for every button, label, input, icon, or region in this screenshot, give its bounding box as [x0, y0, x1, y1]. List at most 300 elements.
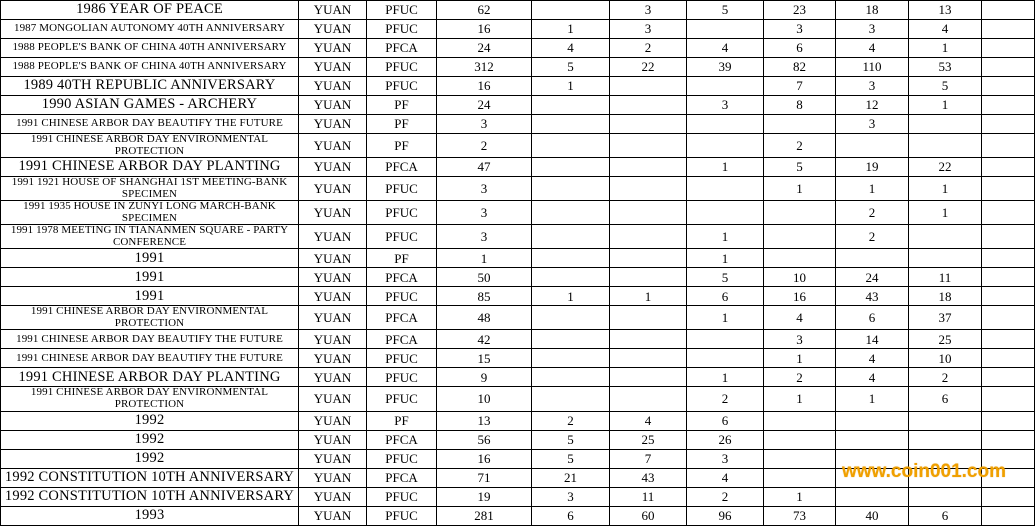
cell-type: PF: [367, 96, 437, 115]
cell-count-7: [909, 430, 982, 449]
cell-count-7: [909, 249, 982, 268]
cell-type: PFCA: [367, 306, 437, 330]
cell-type: PFUC: [367, 449, 437, 468]
cell-count-5: 6: [764, 39, 836, 58]
cell-count-8: [982, 349, 1035, 368]
cell-denomination: YUAN: [299, 115, 367, 134]
cell-count-7: 4: [909, 20, 982, 39]
cell-count-1: 3: [437, 201, 532, 225]
cell-type: PFCA: [367, 330, 437, 349]
cell-count-4: 5: [687, 1, 764, 20]
cell-count-1: 85: [437, 287, 532, 306]
cell-count-1: 3: [437, 177, 532, 201]
table-row: [1, 1, 1035, 20]
table-row: [1, 39, 1035, 58]
cell-count-8: [982, 96, 1035, 115]
table-body: [1, 1, 1035, 526]
cell-count-7: [909, 468, 982, 487]
cell-count-5: [764, 201, 836, 225]
cell-count-4: 4: [687, 39, 764, 58]
cell-count-3: [610, 387, 687, 411]
cell-count-2: [532, 177, 610, 201]
cell-count-2: [532, 134, 610, 158]
table-row: [1, 58, 1035, 77]
cell-description: 1986 YEAR OF PEACE: [1, 1, 299, 20]
cell-count-7: 11: [909, 268, 982, 287]
cell-count-7: 1: [909, 39, 982, 58]
cell-count-8: [982, 368, 1035, 387]
cell-type: PFUC: [367, 77, 437, 96]
cell-count-5: [764, 411, 836, 430]
cell-denomination: YUAN: [299, 225, 367, 249]
cell-count-1: 3: [437, 115, 532, 134]
cell-count-6: [836, 449, 909, 468]
cell-count-4: 1: [687, 368, 764, 387]
cell-denomination: YUAN: [299, 387, 367, 411]
cell-count-3: [610, 201, 687, 225]
cell-denomination: YUAN: [299, 177, 367, 201]
cell-count-4: 3: [687, 96, 764, 115]
cell-count-2: 1: [532, 20, 610, 39]
cell-count-6: 24: [836, 268, 909, 287]
cell-type: PF: [367, 411, 437, 430]
cell-type: PFUC: [367, 177, 437, 201]
cell-count-2: 5: [532, 430, 610, 449]
cell-count-5: [764, 468, 836, 487]
cell-count-8: [982, 39, 1035, 58]
cell-count-5: 2: [764, 368, 836, 387]
cell-denomination: YUAN: [299, 158, 367, 177]
cell-description: 1992: [1, 449, 299, 468]
cell-description: 1991 CHINESE ARBOR DAY BEAUTIFY THE FUTURE: [1, 330, 299, 349]
cell-count-7: [909, 115, 982, 134]
cell-denomination: YUAN: [299, 487, 367, 506]
cell-type: PFUC: [367, 506, 437, 525]
cell-count-8: [982, 115, 1035, 134]
cell-count-3: 22: [610, 58, 687, 77]
cell-count-3: 60: [610, 506, 687, 525]
cell-count-2: [532, 268, 610, 287]
cell-denomination: YUAN: [299, 201, 367, 225]
cell-count-3: 3: [610, 1, 687, 20]
cell-denomination: YUAN: [299, 249, 367, 268]
cell-count-8: [982, 387, 1035, 411]
cell-description: 1992: [1, 411, 299, 430]
cell-type: PFCA: [367, 430, 437, 449]
cell-description: 1991 1978 MEETING IN TIANANMEN SQUARE - PARTY CONFERENCE: [1, 225, 299, 249]
table-row: [1, 249, 1035, 268]
cell-count-4: 1: [687, 158, 764, 177]
cell-count-6: 4: [836, 39, 909, 58]
cell-description: 1991 CHINESE ARBOR DAY ENVIRONMENTAL PROTECTION: [1, 387, 299, 411]
cell-count-5: 2: [764, 134, 836, 158]
cell-count-7: 18: [909, 287, 982, 306]
cell-count-3: 3: [610, 20, 687, 39]
cell-count-2: [532, 1, 610, 20]
cell-type: PFUC: [367, 1, 437, 20]
cell-count-6: 4: [836, 368, 909, 387]
cell-count-7: 22: [909, 158, 982, 177]
cell-type: PFUC: [367, 368, 437, 387]
cell-count-1: 9: [437, 368, 532, 387]
cell-count-6: 4: [836, 349, 909, 368]
cell-count-4: [687, 201, 764, 225]
cell-type: PFUC: [367, 225, 437, 249]
table-row: [1, 134, 1035, 158]
cell-count-4: 4: [687, 468, 764, 487]
table-row: [1, 368, 1035, 387]
cell-count-4: [687, 77, 764, 96]
table-row: [1, 177, 1035, 201]
cell-count-4: 1: [687, 306, 764, 330]
cell-count-1: 19: [437, 487, 532, 506]
cell-count-3: [610, 306, 687, 330]
cell-count-3: [610, 225, 687, 249]
cell-count-3: [610, 96, 687, 115]
cell-count-2: [532, 115, 610, 134]
cell-count-2: [532, 306, 610, 330]
cell-description: 1991 CHINESE ARBOR DAY PLANTING: [1, 368, 299, 387]
table-row: [1, 330, 1035, 349]
cell-type: PFUC: [367, 487, 437, 506]
cell-count-1: 10: [437, 387, 532, 411]
cell-type: PFCA: [367, 468, 437, 487]
cell-description: 1992 CONSTITUTION 10TH ANNIVERSARY: [1, 487, 299, 506]
cell-count-4: 1: [687, 225, 764, 249]
cell-count-2: 2: [532, 411, 610, 430]
watermark-text: www.coin001.com: [841, 461, 1006, 482]
cell-count-6: 6: [836, 306, 909, 330]
cell-count-1: 71: [437, 468, 532, 487]
cell-count-1: 281: [437, 506, 532, 525]
cell-count-5: [764, 449, 836, 468]
cell-count-8: [982, 430, 1035, 449]
table-row: [1, 287, 1035, 306]
cell-type: PFUC: [367, 287, 437, 306]
table-row: [1, 430, 1035, 449]
cell-count-6: 110: [836, 58, 909, 77]
cell-count-6: 1: [836, 177, 909, 201]
cell-count-7: 25: [909, 330, 982, 349]
cell-description: 1991 CHINESE ARBOR DAY ENVIRONMENTAL PROTECTION: [1, 306, 299, 330]
cell-count-8: [982, 249, 1035, 268]
cell-count-3: [610, 177, 687, 201]
table-row: [1, 268, 1035, 287]
cell-description: 1987 MONGOLIAN AUTONOMY 40TH ANNIVERSARY: [1, 20, 299, 39]
cell-count-1: 16: [437, 449, 532, 468]
table-row: [1, 225, 1035, 249]
cell-denomination: YUAN: [299, 39, 367, 58]
cell-count-8: [982, 449, 1035, 468]
cell-count-1: 56: [437, 430, 532, 449]
cell-denomination: YUAN: [299, 134, 367, 158]
cell-count-1: 16: [437, 20, 532, 39]
cell-count-2: [532, 96, 610, 115]
cell-count-5: [764, 430, 836, 449]
cell-count-8: [982, 1, 1035, 20]
cell-description: 1991 CHINESE ARBOR DAY BEAUTIFY THE FUTURE: [1, 349, 299, 368]
cell-count-3: 25: [610, 430, 687, 449]
cell-count-1: 2: [437, 134, 532, 158]
cell-count-4: [687, 134, 764, 158]
table-row: [1, 487, 1035, 506]
cell-count-1: 15: [437, 349, 532, 368]
cell-description: 1988 PEOPLE'S BANK OF CHINA 40TH ANNIVERSARY: [1, 39, 299, 58]
cell-count-8: [982, 77, 1035, 96]
cell-count-5: 73: [764, 506, 836, 525]
cell-count-8: [982, 58, 1035, 77]
cell-count-4: 39: [687, 58, 764, 77]
cell-count-4: 6: [687, 287, 764, 306]
cell-count-7: 6: [909, 506, 982, 525]
cell-count-1: 24: [437, 96, 532, 115]
cell-count-4: [687, 20, 764, 39]
cell-count-2: 5: [532, 449, 610, 468]
cell-count-7: 1: [909, 96, 982, 115]
cell-count-2: [532, 225, 610, 249]
cell-count-2: [532, 349, 610, 368]
cell-count-4: [687, 330, 764, 349]
cell-count-5: 82: [764, 58, 836, 77]
table-row: [1, 77, 1035, 96]
cell-count-6: [836, 249, 909, 268]
cell-type: PF: [367, 249, 437, 268]
cell-count-6: 3: [836, 77, 909, 96]
cell-count-5: 1: [764, 487, 836, 506]
cell-count-4: [687, 349, 764, 368]
cell-count-3: [610, 368, 687, 387]
cell-type: PFCA: [367, 39, 437, 58]
cell-denomination: YUAN: [299, 411, 367, 430]
cell-count-3: [610, 330, 687, 349]
cell-description: 1991 CHINESE ARBOR DAY PLANTING: [1, 158, 299, 177]
cell-count-6: 40: [836, 506, 909, 525]
cell-count-3: 2: [610, 39, 687, 58]
cell-count-6: 19: [836, 158, 909, 177]
table-row: [1, 96, 1035, 115]
cell-count-5: [764, 115, 836, 134]
cell-type: PF: [367, 115, 437, 134]
cell-denomination: YUAN: [299, 330, 367, 349]
cell-count-8: [982, 225, 1035, 249]
cell-count-5: 16: [764, 287, 836, 306]
cell-count-7: 13: [909, 1, 982, 20]
table-row: [1, 468, 1035, 487]
cell-denomination: YUAN: [299, 506, 367, 525]
cell-count-4: 6: [687, 411, 764, 430]
cell-count-7: 1: [909, 201, 982, 225]
cell-description: 1992 CONSTITUTION 10TH ANNIVERSARY: [1, 468, 299, 487]
cell-denomination: YUAN: [299, 449, 367, 468]
cell-count-1: 42: [437, 330, 532, 349]
cell-type: PFUC: [367, 349, 437, 368]
cell-count-6: 18: [836, 1, 909, 20]
cell-count-3: [610, 115, 687, 134]
cell-count-3: [610, 349, 687, 368]
cell-count-6: 3: [836, 115, 909, 134]
cell-count-8: [982, 487, 1035, 506]
cell-count-5: 5: [764, 158, 836, 177]
cell-count-2: [532, 158, 610, 177]
cell-description: 1992: [1, 430, 299, 449]
cell-denomination: YUAN: [299, 368, 367, 387]
table-row: [1, 411, 1035, 430]
cell-count-7: 53: [909, 58, 982, 77]
cell-count-3: 11: [610, 487, 687, 506]
cell-count-7: 5: [909, 77, 982, 96]
cell-description: 1991 1935 HOUSE IN ZUNYI LONG MARCH-BANK SPECIMEN: [1, 201, 299, 225]
cell-count-8: [982, 158, 1035, 177]
table-row: [1, 115, 1035, 134]
cell-count-4: 3: [687, 449, 764, 468]
cell-count-1: 16: [437, 77, 532, 96]
cell-count-1: 24: [437, 39, 532, 58]
cell-count-8: [982, 468, 1035, 487]
cell-count-1: 13: [437, 411, 532, 430]
cell-count-3: [610, 77, 687, 96]
cell-description: 1991 CHINESE ARBOR DAY ENVIRONMENTAL PROTECTION: [1, 134, 299, 158]
cell-count-5: 1: [764, 349, 836, 368]
cell-count-8: [982, 134, 1035, 158]
cell-count-1: 312: [437, 58, 532, 77]
cell-description: 1991: [1, 287, 299, 306]
cell-count-5: 8: [764, 96, 836, 115]
cell-denomination: YUAN: [299, 306, 367, 330]
table-row: [1, 306, 1035, 330]
cell-denomination: YUAN: [299, 349, 367, 368]
cell-count-4: 96: [687, 506, 764, 525]
cell-count-4: [687, 115, 764, 134]
cell-count-5: 3: [764, 20, 836, 39]
cell-count-7: [909, 449, 982, 468]
cell-denomination: YUAN: [299, 430, 367, 449]
cell-count-7: [909, 134, 982, 158]
cell-count-2: [532, 249, 610, 268]
cell-count-7: [909, 487, 982, 506]
cell-count-8: [982, 411, 1035, 430]
cell-type: PFCA: [367, 268, 437, 287]
cell-count-8: [982, 287, 1035, 306]
cell-description: 1991 1921 HOUSE OF SHANGHAI 1ST MEETING-BANK SPECIMEN: [1, 177, 299, 201]
cell-type: PFUC: [367, 20, 437, 39]
cell-count-1: 3: [437, 225, 532, 249]
cell-description: 1990 ASIAN GAMES - ARCHERY: [1, 96, 299, 115]
cell-count-8: [982, 506, 1035, 525]
cell-count-2: [532, 387, 610, 411]
cell-description: 1991: [1, 249, 299, 268]
table-row: [1, 349, 1035, 368]
cell-count-5: 23: [764, 1, 836, 20]
cell-count-7: 2: [909, 368, 982, 387]
cell-count-2: 1: [532, 287, 610, 306]
cell-count-7: 6: [909, 387, 982, 411]
cell-type: PF: [367, 134, 437, 158]
cell-count-5: 3: [764, 330, 836, 349]
table-row: [1, 158, 1035, 177]
cell-count-4: 1: [687, 249, 764, 268]
cell-count-2: 4: [532, 39, 610, 58]
cell-denomination: YUAN: [299, 77, 367, 96]
cell-count-3: 4: [610, 411, 687, 430]
cell-type: PFCA: [367, 158, 437, 177]
cell-count-6: [836, 487, 909, 506]
cell-description: 1988 PEOPLE'S BANK OF CHINA 40TH ANNIVERSARY: [1, 58, 299, 77]
cell-type: PFUC: [367, 58, 437, 77]
cell-count-1: 62: [437, 1, 532, 20]
cell-count-2: [532, 368, 610, 387]
cell-count-7: [909, 411, 982, 430]
cell-count-7: 1: [909, 177, 982, 201]
cell-description: 1989 40TH REPUBLIC ANNIVERSARY: [1, 77, 299, 96]
table-row: [1, 449, 1035, 468]
table-row: [1, 387, 1035, 411]
cell-count-1: 1: [437, 249, 532, 268]
cell-denomination: YUAN: [299, 20, 367, 39]
cell-count-2: [532, 201, 610, 225]
cell-count-8: [982, 20, 1035, 39]
cell-count-6: [836, 411, 909, 430]
cell-count-8: [982, 268, 1035, 287]
cell-count-1: 47: [437, 158, 532, 177]
cell-count-7: 37: [909, 306, 982, 330]
cell-count-6: 3: [836, 20, 909, 39]
cell-count-2: 21: [532, 468, 610, 487]
cell-count-2: 3: [532, 487, 610, 506]
cell-type: PFUC: [367, 201, 437, 225]
cell-count-2: [532, 330, 610, 349]
cell-type: PFUC: [367, 387, 437, 411]
cell-count-4: 26: [687, 430, 764, 449]
table-row: [1, 506, 1035, 525]
cell-count-6: 43: [836, 287, 909, 306]
cell-count-5: 1: [764, 177, 836, 201]
cell-count-7: 10: [909, 349, 982, 368]
cell-count-5: 4: [764, 306, 836, 330]
cell-count-6: [836, 134, 909, 158]
cell-count-8: [982, 330, 1035, 349]
cell-count-6: 12: [836, 96, 909, 115]
cell-description: 1991: [1, 268, 299, 287]
cell-description: 1991 CHINESE ARBOR DAY BEAUTIFY THE FUTURE: [1, 115, 299, 134]
cell-count-7: [909, 225, 982, 249]
cell-count-5: 7: [764, 77, 836, 96]
cell-count-3: 1: [610, 287, 687, 306]
cell-description: 1993: [1, 506, 299, 525]
cell-count-3: [610, 134, 687, 158]
cell-count-6: 2: [836, 225, 909, 249]
cell-count-2: 5: [532, 58, 610, 77]
cell-denomination: YUAN: [299, 1, 367, 20]
cell-denomination: YUAN: [299, 268, 367, 287]
cell-count-4: 2: [687, 487, 764, 506]
cell-count-2: 1: [532, 77, 610, 96]
cell-denomination: YUAN: [299, 96, 367, 115]
cell-count-3: [610, 268, 687, 287]
cell-count-5: [764, 249, 836, 268]
cell-count-6: 14: [836, 330, 909, 349]
cell-count-1: 48: [437, 306, 532, 330]
cell-denomination: YUAN: [299, 468, 367, 487]
table-row: [1, 20, 1035, 39]
cell-count-3: [610, 158, 687, 177]
cell-denomination: YUAN: [299, 287, 367, 306]
cell-count-3: [610, 249, 687, 268]
cell-count-4: [687, 177, 764, 201]
cell-count-5: 1: [764, 387, 836, 411]
cell-count-8: [982, 306, 1035, 330]
cell-count-3: 7: [610, 449, 687, 468]
table-row: [1, 201, 1035, 225]
